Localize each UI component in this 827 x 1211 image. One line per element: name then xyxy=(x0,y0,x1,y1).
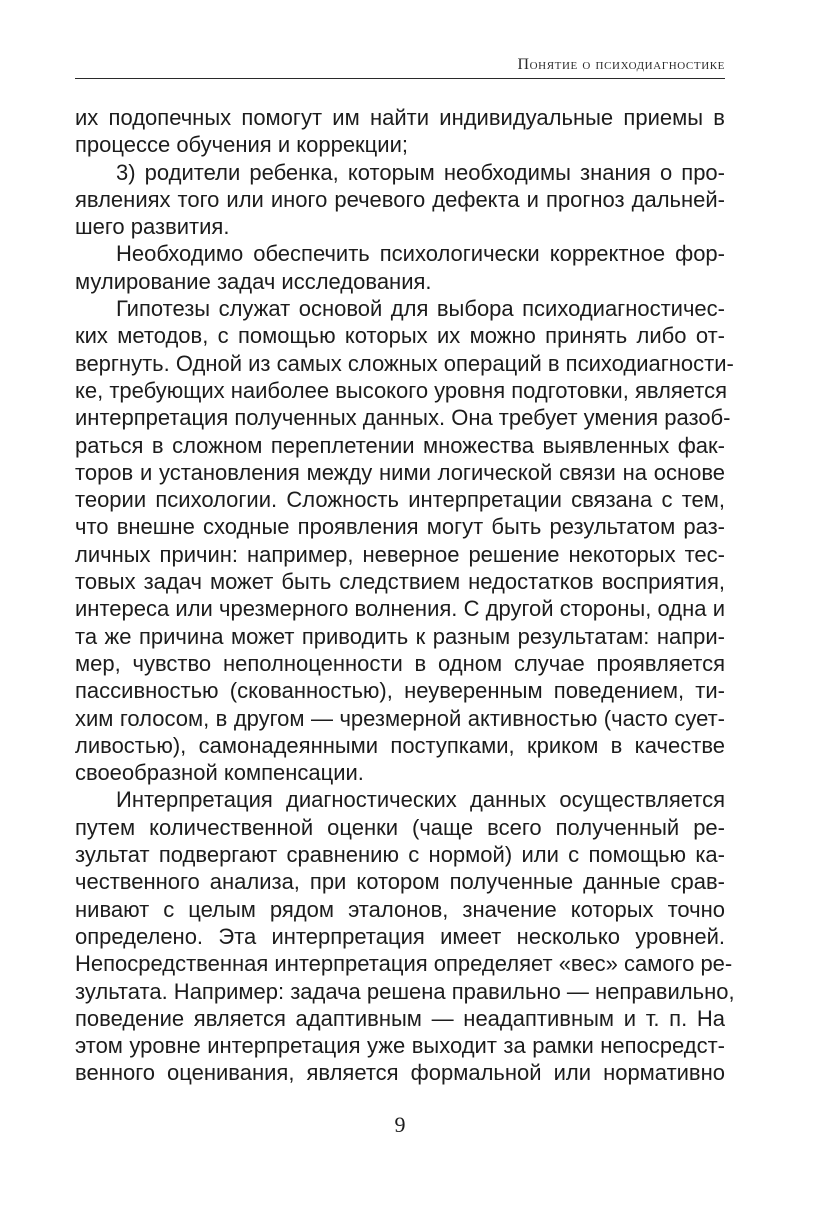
text-line: что внешне сходные проявления могут быть результатом раз- xyxy=(75,514,725,540)
text-line: их подопечных помогут им найти индивидуальные приемы в xyxy=(75,105,725,130)
text-line: нивают с целым рядом эталонов, значение которых точно xyxy=(75,896,725,922)
text-line: раться в сложном переплетении множества выявленных фак- xyxy=(75,432,725,458)
text-line: торов и установления между ними логической связи на основе xyxy=(75,459,725,485)
text-line: зультата. Например: задача решена правильно — неправильно, xyxy=(75,978,735,1004)
text-line: товых задач может быть следствием недостатков восприятия, xyxy=(75,569,725,595)
text-line: Гипотезы служат основой для выбора психодиагностичес- xyxy=(116,296,725,322)
text-line: определено. Эта интерпретация имеет несколько уровней. xyxy=(75,923,725,949)
text-line: венного оценивания, является формальной или нормативно xyxy=(75,1060,725,1086)
text-line: интерпретация полученных данных. Она требует умения разоб- xyxy=(75,405,731,431)
text-line: ливостью), самонадеянными поступками, криком в качестве xyxy=(75,732,725,758)
text-line: шего развития. xyxy=(75,214,230,240)
text-line: процессе обучения и коррекции; xyxy=(75,132,408,158)
running-head: Понятие о психодиагностике xyxy=(517,56,725,73)
text-line: теории психологии. Сложность интерпретации связана с тем, xyxy=(75,487,725,513)
text-line: поведение является адаптивным — неадаптивным и т. п. На xyxy=(75,1005,725,1031)
text-line: ких методов, с помощью которых их можно принять либо от- xyxy=(75,323,725,349)
text-line: вергнуть. Одной из самых сложных операций в психодиагности- xyxy=(75,350,734,376)
text-line: интереса или чрезмерного волнения. С другой стороны, одна и xyxy=(75,596,725,622)
text-line: Необходимо обеспечить психологически корректное фор- xyxy=(116,241,725,267)
text-line: та же причина может приводить к разным результатам: напри- xyxy=(75,623,725,649)
text-line: Непосредственная интерпретация определяет «вес» самого ре- xyxy=(75,951,733,977)
text-line: явлениях того или иного речевого дефекта и прогноз дальней- xyxy=(75,186,725,212)
text-line: этом уровне интерпретация уже выходит за рамки непосредст- xyxy=(75,1033,725,1059)
text-line: мулирование задач исследования. xyxy=(75,268,432,294)
text-line: личных причин: например, неверное решение некоторых тес- xyxy=(75,541,725,567)
text-line: 3) родители ребенка, которым необходимы знания о про- xyxy=(116,159,725,185)
page-number: 9 xyxy=(394,1112,406,1137)
body-text xyxy=(75,104,735,1087)
text-line: путем количественной оценки (чаще всего полученный ре- xyxy=(75,814,725,840)
text-line: чественного анализа, при котором полученные данные срав- xyxy=(75,869,725,895)
text-line: зультат подвергают сравнению с нормой) или с помощью ка- xyxy=(75,842,725,868)
text-line: хим голосом, в другом — чрезмерной активностью (часто сует- xyxy=(75,705,725,731)
header-rule xyxy=(75,78,725,79)
text-line: Интерпретация диагностических данных осуществляется xyxy=(116,787,725,813)
text-line: мер, чувство неполноценности в одном случае проявляется xyxy=(75,650,725,676)
text-line: пассивностью (скованностью), неуверенным поведением, ти- xyxy=(75,678,725,704)
text-line: своеобразной компенсации. xyxy=(75,760,364,786)
text-line: ке, требующих наиболее высокого уровня подготовки, является xyxy=(75,377,728,403)
